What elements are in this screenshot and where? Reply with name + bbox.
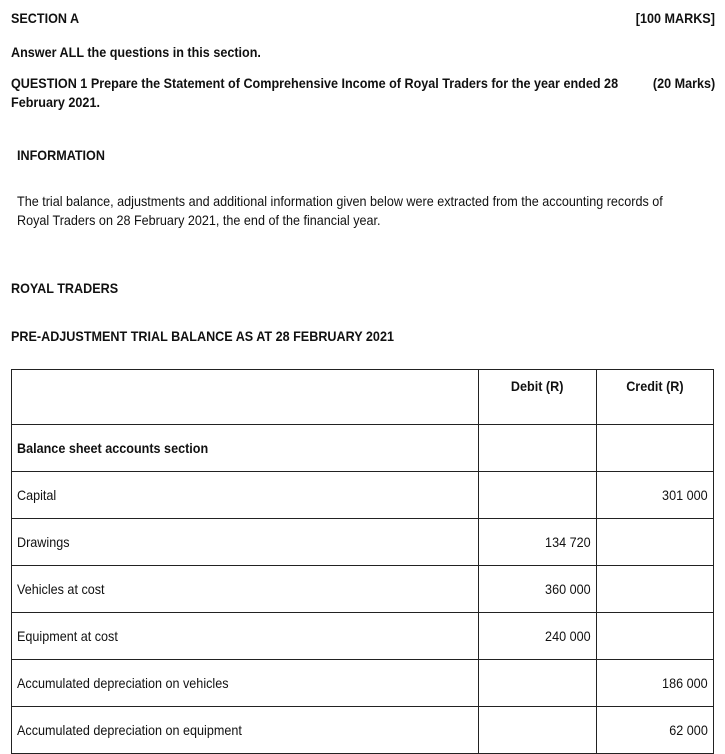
account-cell	[12, 707, 479, 754]
section-heading	[11, 9, 87, 27]
section-credit-cell	[596, 425, 713, 472]
instruction-text: Answer ALL the questions in this section.	[11, 44, 261, 60]
table-row	[12, 566, 714, 613]
information-line-1: The trial balance, adjustments and additional information given below were extracted from the accounting records of	[17, 193, 663, 209]
credit-value: 301 000	[662, 487, 708, 503]
debit-cell	[478, 613, 596, 660]
debit-cell	[478, 519, 596, 566]
account-column-header	[12, 370, 479, 425]
information-heading-text: INFORMATION	[17, 147, 105, 163]
table-row	[12, 707, 714, 754]
account-cell	[12, 519, 479, 566]
information-paragraph	[17, 192, 717, 230]
table-row	[12, 519, 714, 566]
credit-cell	[596, 519, 713, 566]
credit-value: 62 000	[669, 722, 708, 738]
information-line-2: Royal Traders on 28 February 2021, the end of the financial year.	[17, 212, 381, 228]
account-cell	[12, 660, 479, 707]
account-name: Accumulated depreciation on equipment	[17, 722, 242, 738]
table-row	[12, 660, 714, 707]
debit-value: 360 000	[545, 581, 591, 597]
debit-cell	[478, 566, 596, 613]
credit-cell	[596, 707, 713, 754]
debit-cell	[478, 472, 596, 519]
account-cell	[12, 566, 479, 613]
question-1-marks	[646, 74, 715, 92]
section-debit-cell	[478, 425, 596, 472]
credit-cell	[596, 613, 713, 660]
debit-cell	[478, 707, 596, 754]
table-header-row	[12, 370, 714, 425]
question-1-line-1	[11, 74, 686, 92]
section-label-cell	[12, 425, 479, 472]
table-title-text: PRE-ADJUSTMENT TRIAL BALANCE AS AT 28 FEBRUARY 2021	[11, 328, 394, 344]
debit-cell	[478, 660, 596, 707]
information-heading	[17, 146, 115, 164]
company-name-text: ROYAL TRADERS	[11, 280, 119, 296]
credit-cell	[596, 472, 713, 519]
debit-value: 240 000	[545, 628, 591, 644]
section-row	[12, 425, 714, 472]
question-1-line-2	[11, 93, 110, 111]
account-name: Equipment at cost	[17, 628, 118, 644]
question-1-text-continued: February 2021.	[11, 94, 100, 110]
account-name: Capital	[17, 487, 57, 503]
table-row	[12, 472, 714, 519]
debit-value: 134 720	[545, 534, 591, 550]
debit-column-header-text: Debit (R)	[510, 378, 564, 394]
credit-cell	[596, 660, 713, 707]
table-row	[12, 613, 714, 660]
trial-balance-table	[11, 369, 714, 754]
debit-column-header	[478, 370, 596, 425]
credit-column-header	[596, 370, 713, 425]
account-cell	[12, 613, 479, 660]
credit-cell	[596, 566, 713, 613]
account-name: Drawings	[17, 534, 70, 550]
account-cell	[12, 472, 479, 519]
section-label: Balance sheet accounts section	[17, 440, 209, 456]
section-heading-text: SECTION A	[11, 10, 80, 26]
table-title	[11, 327, 437, 345]
instruction	[11, 43, 289, 61]
total-marks	[627, 9, 715, 27]
credit-column-header-text: Credit (R)	[626, 378, 684, 394]
total-marks-text: [100 MARKS]	[635, 10, 715, 26]
account-name: Accumulated depreciation on vehicles	[17, 675, 229, 691]
question-1-text: QUESTION 1 Prepare the Statement of Comprehensive Income of Royal Traders for the year ended 28	[11, 75, 619, 91]
company-name	[11, 279, 130, 297]
question-1-marks-text: (20 Marks)	[652, 75, 715, 91]
credit-value: 186 000	[662, 675, 708, 691]
account-name: Vehicles at cost	[17, 581, 105, 597]
